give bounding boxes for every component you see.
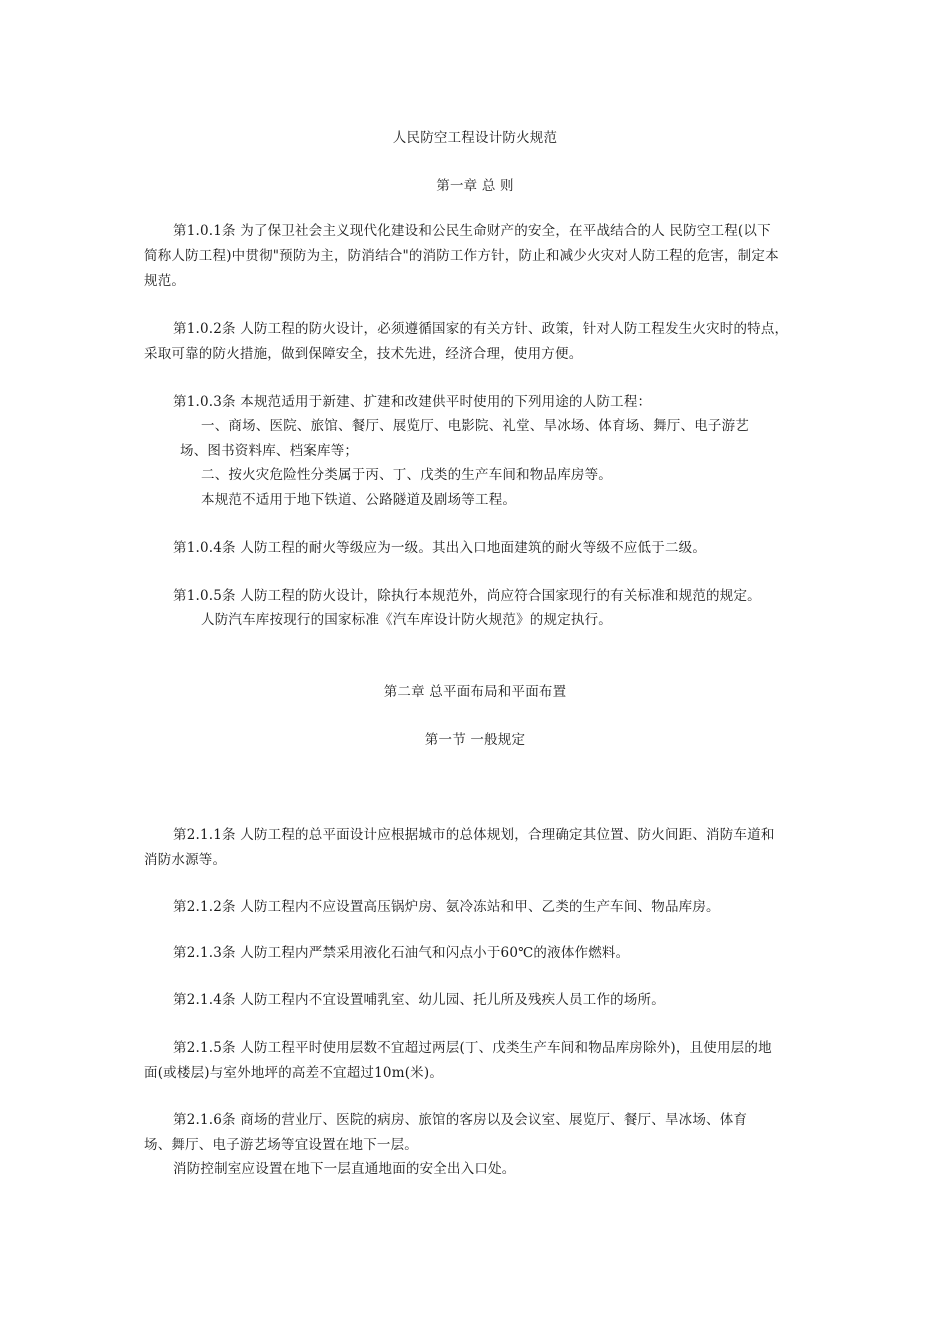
paragraph-line: 一、商场、医院、旅馆、餐厅、展览厅、电影院、礼堂、旱冰场、体育场、舞厅、电子游艺 bbox=[201, 418, 749, 434]
paragraph-line: 第1.0.4条 人防工程的耐火等级应为一级。其出入口地面建筑的耐火等级不应低于二级。 bbox=[173, 540, 707, 556]
paragraph-line: 第2.1.2条 人防工程内不应设置高压锅炉房、氨冷冻站和甲、乙类的生产车间、物品库房。 bbox=[173, 899, 720, 915]
paragraph-line: 第2.1.4条 人防工程内不宜设置哺乳室、幼儿园、托儿所及残疾人员工作的场所。 bbox=[173, 992, 665, 1008]
paragraph-line: 采取可靠的防火措施，做到保障安全，技术先进，经济合理，使用方便。 bbox=[144, 346, 583, 362]
paragraph-line: 第2.1.1条 人防工程的总平面设计应根据城市的总体规划，合理确定其位置、防火间距、消防车道和 bbox=[173, 827, 775, 843]
paragraph-line: 场、舞厅、电子游艺场等宜设置在地下一层。 bbox=[144, 1137, 418, 1153]
paragraph-line: 简称人防工程)中贯彻"预防为主，防消结合"的消防工作方针，防止和减少火灾对人防工程的危害，制定本 bbox=[144, 248, 779, 264]
chapter-2-heading: 第二章 总平面布局和平面布置 bbox=[383, 684, 567, 700]
paragraph-line: 第2.1.3条 人防工程内严禁采用液化石油气和闪点小于60℃的液体作燃料。 bbox=[173, 945, 630, 961]
paragraph-line: 第2.1.6条 商场的营业厅、医院的病房、旅馆的客房以及会议室、展览厅、餐厅、旱冰场、体育 bbox=[173, 1112, 748, 1128]
paragraph-line: 面(或楼层)与室外地坪的高差不宜超过10m(米)。 bbox=[144, 1065, 444, 1081]
paragraph-line: 第1.0.2条 人防工程的防火设计，必须遵循国家的有关方针、政策，针对人防工程发生火灾时的特点， bbox=[173, 321, 789, 337]
paragraph-line: 第1.0.3条 本规范适用于新建、扩建和改建供平时使用的下列用途的人防工程： bbox=[173, 394, 652, 410]
paragraph-line: 人防汽车库按现行的国家标准《汽车库设计防火规范》的规定执行。 bbox=[201, 612, 612, 628]
paragraph-line: 消防水源等。 bbox=[144, 852, 227, 868]
paragraph-line: 规范。 bbox=[144, 273, 186, 289]
paragraph-line: 本规范不适用于地下铁道、公路隧道及剧场等工程。 bbox=[201, 492, 517, 508]
paragraph-line: 第1.0.5条 人防工程的防火设计，除执行本规范外，尚应符合国家现行的有关标准和规范的规定。 bbox=[173, 588, 761, 604]
paragraph-line: 消防控制室应设置在地下一层直通地面的安全出入口处。 bbox=[173, 1161, 516, 1177]
paragraph-line: 第1.0.1条 为了保卫社会主义现代化建设和公民生命财产的安全，在平战结合的人 民防空工程(以下 bbox=[173, 223, 771, 239]
paragraph-line: 场、图书资料库、档案库等； bbox=[180, 443, 359, 459]
document-title: 人民防空工程设计防火规范 bbox=[392, 130, 558, 146]
paragraph-line: 二、按火灾危险性分类属于丙、丁、戊类的生产车间和物品库房等。 bbox=[201, 467, 612, 483]
section-1-heading: 第一节 一般规定 bbox=[424, 732, 526, 748]
chapter-1-heading: 第一章 总 则 bbox=[436, 178, 514, 194]
paragraph-line: 第2.1.5条 人防工程平时使用层数不宜超过两层(丁、戊类生产车间和物品库房除外)，且使用层的地 bbox=[173, 1040, 772, 1056]
